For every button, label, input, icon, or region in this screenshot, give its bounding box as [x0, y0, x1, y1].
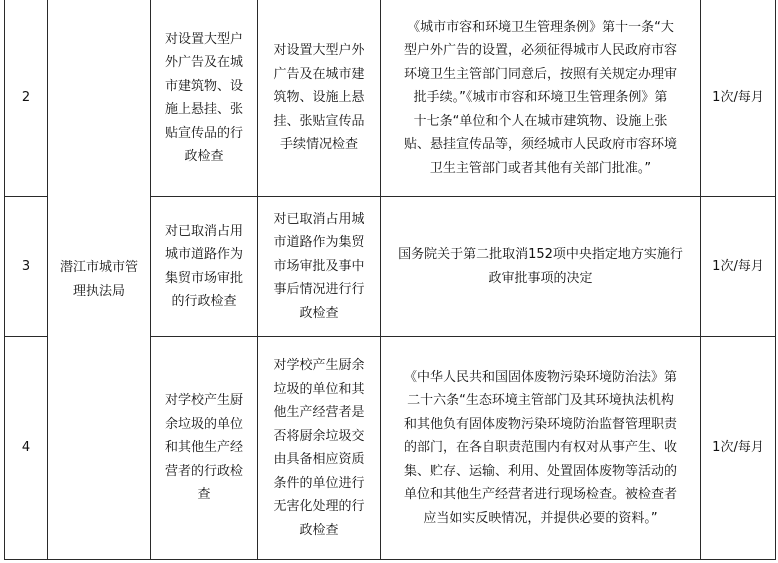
- table-bottom-border: [4, 559, 776, 560]
- row-number: 4: [21, 440, 31, 456]
- inspection-frequency: 1次/每月: [712, 440, 764, 456]
- inspection-content: 对学校产生厨余 垃圾的单位和其 他生产经营者是 否将厨余垃圾交 由具备相应资质 条件的单位进行 无害化处理的行 政检查: [273, 358, 365, 538]
- legal-basis: 《中华人民共和国固体废物污染环境防治法》第 二十六条“生态环境主管部门及其环境执法机构 和其他负有固体废物污染环境防治监督管理职责 的部门，在各自职责范围内有权对从事产生、收 集、贮存、运输、利用、处置固体废物等活动的 单位和其他生产经营者进行现场检查。被检查者 应当如实反映情况，并提供必要的资料。”: [403, 369, 677, 526]
- inspection-item: 对学校产生厨 余垃圾的单位 和其他生产经 营者的行政检 查: [164, 393, 243, 503]
- legal-basis: 国务院关于第二批取消152项中央指定地方实施行 政审批事项的决定: [398, 247, 683, 286]
- row-number: 3: [21, 258, 31, 274]
- inspection-item: 对设置大型户 外广告及在城 市建筑物、设 施上悬挂、张 贴宣传品的行 政检查: [164, 31, 243, 164]
- inspection-frequency: 1次/每月: [712, 258, 764, 274]
- inspection-content: 对已取消占用城 市道路作为集贸 市场审批及事中 事后情况进行行 政检查: [273, 211, 365, 321]
- column-divider: [775, 0, 776, 560]
- row-number: 2: [21, 90, 31, 106]
- legal-basis: 《城市市容和环境卫生管理条例》第十一条“大 型户外广告的设置，必须征得城市人民政府市容 环境卫生主管部门同意后，按照有关规定办理审 批手续。”《城市市容和环境卫生管理条例》第 十七条“单位和个人在城市建筑物、设施上张 贴、悬挂宣传品等，须经城市人民政府市容环境 卫生主管部门或者其他有关部门批准。”: [403, 19, 677, 176]
- inspection-frequency: 1次/每月: [712, 90, 764, 106]
- inspection-item: 对已取消占用 城市道路作为 集贸市场审批 的行政检查: [164, 223, 243, 309]
- inspection-content: 对设置大型户外 广告及在城市建 筑物、设施上悬 挂、张贴宣传品 手续情况检查: [273, 43, 365, 153]
- responsible-department: 潜江市城市管 理执法局: [59, 260, 138, 299]
